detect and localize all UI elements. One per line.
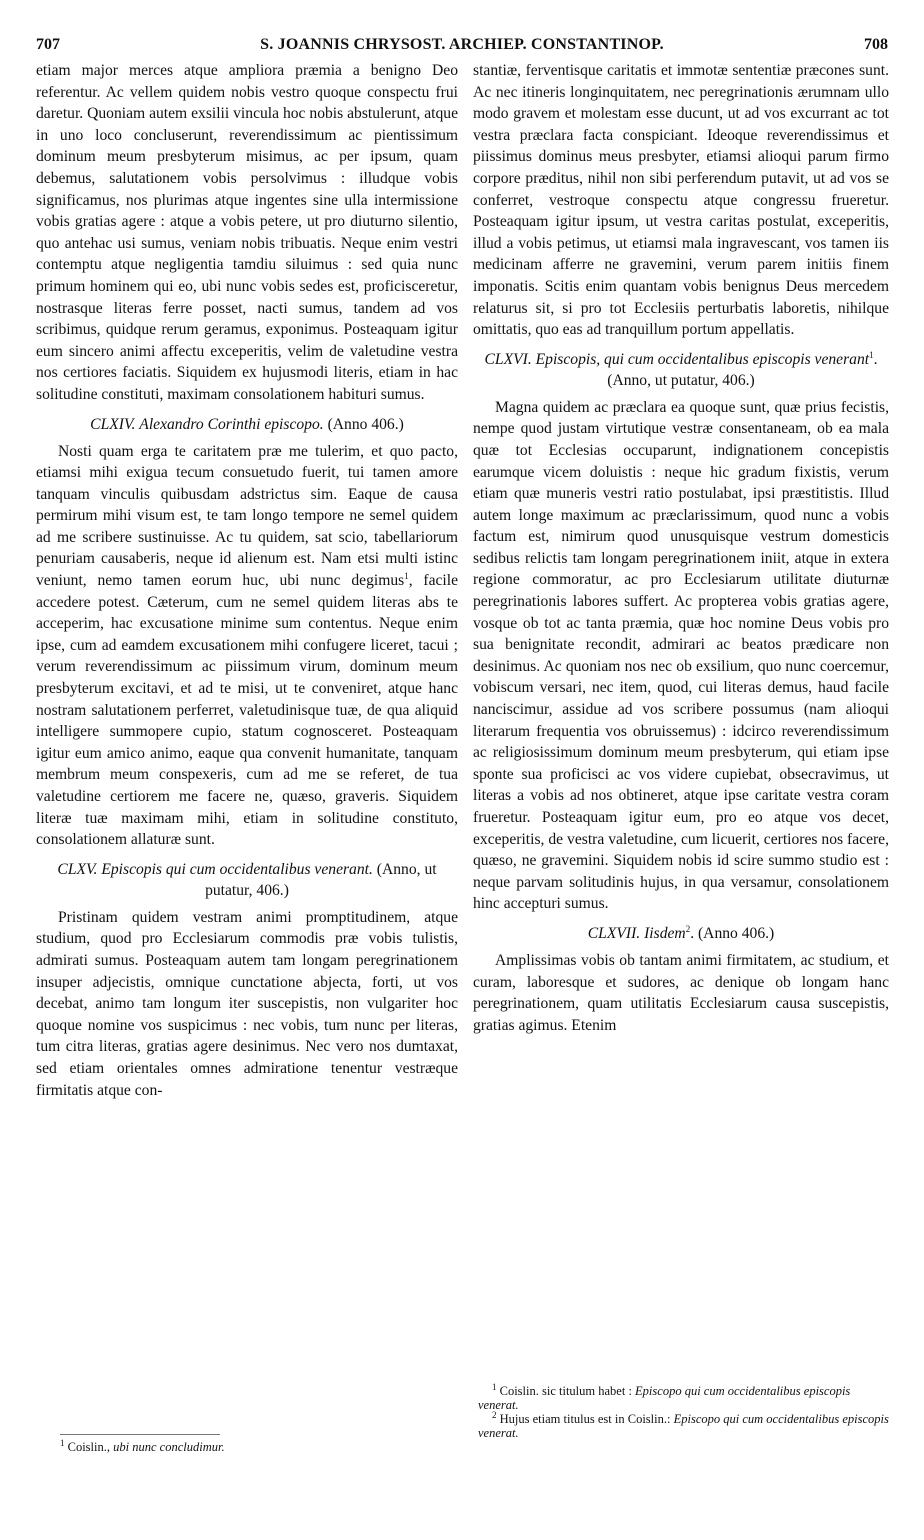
paragraph-text: Nosti quam erga te caritatem præ me tulerim, et quo pacto, etiamsi mihi exigua tecum consuetudo fuerit, tui tamen amore tanquam vinculis quibusdam adstrictus sim. Eaque de causa permirum mihi visum est, te tam longo tempore ne semel quidem ad me scribere sustinuisse. Ac tu quidem, sat scio, tabellariorum penuriam causaberis, neque id alienum est. Nam etsi multi istinc veniunt, nemo tamen eorum huc, ubi nunc degimus xyxy=(36,442,458,590)
section-number: CLXVI. xyxy=(484,350,532,368)
section-addressee: Alexandro Corinthi episcopo. xyxy=(139,415,324,433)
section-year: (Anno 406.) xyxy=(327,415,404,433)
footnote-reference: 1 xyxy=(869,349,874,360)
footnote-text-italic: ubi nunc concludimur. xyxy=(113,1440,225,1454)
section-year: . (Anno, ut putatur, 406.) xyxy=(607,350,878,389)
section-addressee: Episcopis, qui cum occidentalibus episcopis venerant xyxy=(535,350,870,368)
footnote-text-italic: Episcopo qui cum occidentalibus episcopis venerat. xyxy=(478,1412,889,1440)
left-column xyxy=(36,60,458,1101)
footnote xyxy=(478,1381,890,1412)
running-header xyxy=(36,36,888,58)
section-heading-clxiv xyxy=(36,414,458,435)
paragraph-text: , facile accedere potest. Cæterum, cum ne semel quidem literas abs te acceperim, hac excusatione minime sum contentus. Neque enim ipse, cum ad eamdem excusationem mihi confugere liceret, tacui ; verum reverendissimum ac piissimum virum, dominum meum presbyterum excitavi, et ad te misi, ut te conveniret, atque hanc nostram salutationem perferret, valetudinisque tuæ, de qua aliquid intelligere summopere cupio, statum cognosceret. Posteaquam igitur eum amico animo, eaque qua convenit humanitate, tanquam membrum meum conspexeris, cum ad me se referet, de tua valetudine certiorem me facere ne, quæso, graveris. Siquidem literæ tuæ maximam mihi, etiam in solitudine constituto, consolationem allaturæ sunt. xyxy=(36,572,459,849)
paragraph: Pristinam quidem vestram animi promptitudinem, atque studium, quod pro Ecclesiarum commodis præ vobis tulistis, admirati sumus. Posteaquam autem tam longam peregrinationem insuper adjecistis, omnique cunctatione abjecta, forti, ut vos decebat, animo tam longum iter suscepistis, non vulgariter hoc quoque nomine vos suspicimus : nec vobis, tum nunc per literas, tum citra literas, gratias agere desinimus. Nec vero nos dumtaxat, sed etiam orientales omnes admiratione tenentur vestræque firmitatis atque con- xyxy=(36,908,458,1099)
page-number-right: 708 xyxy=(864,36,888,53)
section-heading-clxvii xyxy=(473,923,889,944)
section-year: . (Anno 406.) xyxy=(690,924,775,942)
footnote-rule xyxy=(60,1434,220,1435)
footnote-reference: 1 xyxy=(404,570,409,581)
footnote xyxy=(478,1409,890,1440)
section-number: CLXV. xyxy=(57,860,98,878)
footnote-number: 1 xyxy=(492,1381,497,1392)
paragraph: stantiæ, ferventisque caritatis et immotæ sententiæ præcones sunt. Ac nec itineris longinquitatem, nec peregrinationis ærumnam ullo modo gravem et molestam esse ducunt, ut ad vos excurrant ac tot vestra præclara facta conspiciant. Ideoque reverendissimus et piissimus dominus meus presbyter, etiamsi alioqui parum firmo corpore præditus, nihil non sibi perferendum putavit, ut ad vos se conferret, vestroque conspectu atque congressu frueretur. Posteaquam igitur ipsum, ut vestra caritas postulat, exceperitis, illud a vobis petimus, ut etiamsi mala ingravescant, vos tamen iis medicinam afferre ne gravemini, verum parem initiis finem imponatis. Scitis enim quantam vobis benignus Deus mercedem relaturus sit, si pro tot Ecclesiis perturbatis laboretis, nihilque omittatis, quo eas ad tranquillum portum appellatis. xyxy=(473,62,889,339)
footnotes-right xyxy=(478,1381,890,1440)
section-year: (Anno, ut putatur, 406.) xyxy=(205,860,437,899)
right-column xyxy=(473,60,889,1036)
paragraph: etiam major merces atque ampliora præmia a benigno Deo referentur. Ac vellem quidem nobis vestro quoque conspectu frui daretur. Quoniam autem exsilii vincula hoc nobis abstulerunt, atque in uno loco concluserunt, reverendissimum ac pientissimum dominum meum presbyterum misimus, ac per ipsum, quam debemus, salutationem vobis persolvimus : illudque vobis significamus, nos plurimas atque ingentes sine ulla intermissione vobis gratias agere : atque a vobis petere, ut pro diuturno silentio, quo antehac usi sumus, veniam nobis tribuatis. Neque enim vestri contemptu atque negligentia tamdiu siluimus : sed quia nunc primum hominem qui eo, ubi nunc vobis sedes est, proficisceretur, nostrasque literas ferre posset, nacti sumus, tandem ad vos scribimus, quidque rerum geramus, exponimus. Posteaquam igitur eum sincero animi affectu exceperitis, velim de valetudine vestra nos certiores faciatis. Siquidem ex hujusmodi literis, etiam in hac solitudine constituti, maximam consolationem habituri sumus. xyxy=(36,62,458,403)
paragraph: Amplissimas vobis ob tantam animi firmitatem, ac studium, et curam, laboresque et sudores, ac denique ob longam hanc peregrinationem, quam utilitatis Ecclesiarum causa suscepistis, gratias agimus. Etenim xyxy=(473,951,889,1034)
section-addressee: Episcopis qui cum occidentalibus venerant. xyxy=(101,860,373,878)
page-number-left: 707 xyxy=(36,36,60,53)
paragraph: Magna quidem ac præclara ea quoque sunt, quæ prius fecistis, nempe quod justam virtutique vestræ consentaneam, ob ea mala quæ tot Ecclesias occuparunt, indignationem concepistis earumque vicem doluistis : neque hic gradum fixistis, verum etiam quæ muneris vestri ratio postulabat, ipsi præstitistis. Illud autem longe maximum ac præclarissimum, quod nunc a vobis factum est, nimirum quod unusquisque vestrum domesticis sedibus relictis tam longam peregrinationem iniit, atque in extera regione commoratur, ac pro Ecclesiarum utilitate diuturnæ peregrinationis labores suffert. Ac propterea vobis gratias agere, vosque ob tot ac tanta præmia, quæ hoc nomine Deus vobis pro sua benignitate recondit, admirari ac beatos prædicare non desinimus. Ac quoniam nos nec ob exsilium, quo nunc coercemur, vobiscum versari, nec item, quod, cui literas demus, haud facile nanciscimur, assidue ad vos scribere possumus (nam alioqui literarum frequentia vos obruissemus) : idcirco reverendissimum ac religiosissimum dominum meum presbyterum, qui etiam ipse sponte sua proficisci ac vos videre cupiebat, obsecravimus, ut literas a vobis ad nos obtineret, atque ipse caritate vestra coram frueretur. Posteaquam igitur eum, pro eo atque vos decet, exceperitis, de vestra valetudine, cum licuerit, certiores nos facere, quæso, ne gravemini. Siquidem nobis id scire summo studio est : neque parvam solitudinis hujus, in qua versamur, consolationem hinc accepturi sumus. xyxy=(473,398,889,913)
footnote-reference: 2 xyxy=(685,923,691,934)
section-number: CLXIV. xyxy=(90,415,136,433)
section-addressee: Iisdem xyxy=(644,924,686,942)
footnote-number: 1 xyxy=(60,1437,65,1448)
footnote-text: Coislin., xyxy=(67,1440,110,1454)
footnote-left xyxy=(60,1437,440,1455)
section-heading-clxvi xyxy=(473,349,889,391)
footnote-text: Coislin. sic titulum habet : xyxy=(499,1384,632,1398)
header-title: S. JOANNIS CHRYSOST. ARCHIEP. CONSTANTINOP. xyxy=(260,36,664,53)
paragraph xyxy=(36,441,458,851)
footnote-text: Hujus etiam titulus est in Coislin.: xyxy=(499,1412,671,1426)
section-number: CLXVII. xyxy=(587,924,641,942)
footnote-number: 2 xyxy=(492,1409,497,1420)
footnote-text-italic: Episcopo qui cum occidentalibus episcopis venerat. xyxy=(478,1384,851,1412)
section-heading-clxv xyxy=(36,859,458,901)
